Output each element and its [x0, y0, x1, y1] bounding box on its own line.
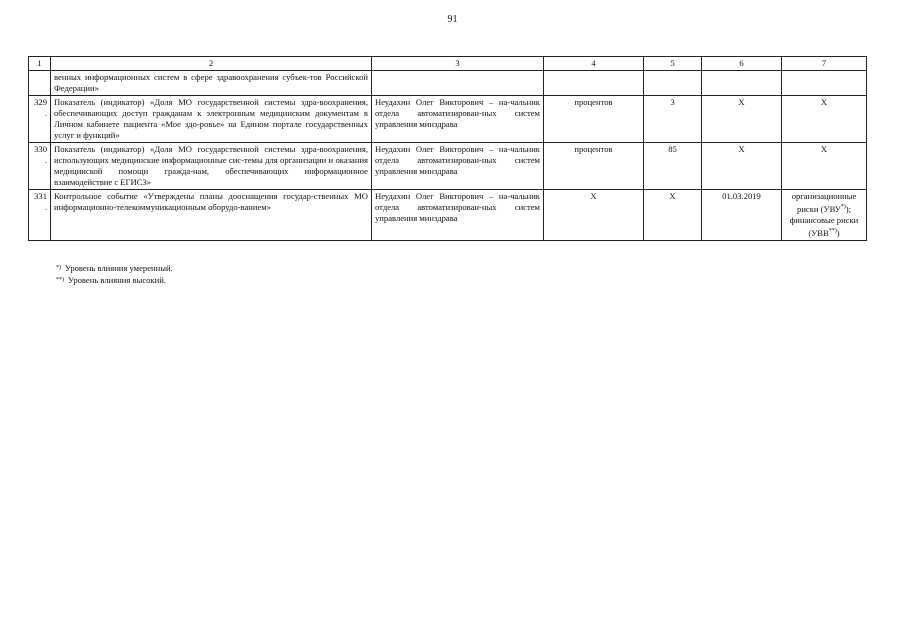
row-responsible	[372, 71, 544, 96]
table-header-row	[29, 57, 867, 71]
table-row	[29, 143, 867, 190]
column-header: 4	[544, 57, 644, 71]
column-header: 5	[644, 57, 702, 71]
table-row	[29, 96, 867, 143]
row-number: 330.	[29, 143, 51, 190]
row-value: 85	[644, 143, 702, 190]
row-responsible: Неудахин Олег Викторович – на-чальник отдела автоматизирован-ных систем управления минздрава	[372, 143, 544, 190]
footnote-text: Уровень влияния умеренный.	[65, 263, 173, 273]
footnotes	[56, 262, 173, 286]
row-responsible: Неудахин Олег Викторович – на-чальник отдела автоматизирован-ных систем управления минздрава	[372, 190, 544, 241]
row-value	[644, 71, 702, 96]
indicators-table	[28, 56, 867, 241]
row-date	[702, 71, 782, 96]
risk-line: организационные	[791, 191, 857, 201]
row-date: Х	[702, 96, 782, 143]
row-risk: Х	[782, 143, 867, 190]
column-header: 2	[51, 57, 372, 71]
row-name: Контрольное событие «Утверждены планы дооснащения государ-ственных МО информационно-телекоммуникационным оборудо-ванием»	[51, 190, 372, 241]
row-unit: Х	[544, 190, 644, 241]
row-number	[29, 71, 51, 96]
row-date: Х	[702, 143, 782, 190]
row-risk	[782, 190, 867, 241]
row-number: 329.	[29, 96, 51, 143]
table-row	[29, 190, 867, 241]
footnote-marker: *)	[56, 265, 61, 271]
table-row-continuation	[29, 71, 867, 96]
column-header: 7	[782, 57, 867, 71]
risk-line: риски (УВУ	[797, 203, 841, 214]
row-risk: Х	[782, 96, 867, 143]
row-unit: процентов	[544, 96, 644, 143]
footnote-text: Уровень влияния высокий.	[68, 275, 166, 285]
row-number: 331.	[29, 190, 51, 241]
risk-line: финансовые риски	[789, 214, 859, 225]
row-name: венных информационных систем в сфере здравоохранения субъек-тов Российской Федерации»	[51, 71, 372, 96]
row-name: Показатель (индикатор) «Доля МО государственной системы здра-воохранения, обеспечивающих доступ гражданам к электронным медицинским документам в Личном кабинете пациента «Мое здо-ровье» на Едином портале государственных услуг и функций»	[51, 96, 372, 143]
risk-footnote-marker: *)	[840, 204, 846, 210]
row-risk	[782, 71, 867, 96]
risk-line: (УВВ	[808, 227, 829, 238]
row-date: 01.03.2019	[702, 190, 782, 241]
row-value: Х	[644, 190, 702, 241]
column-header: 6	[702, 57, 782, 71]
risk-line-end: )	[836, 227, 840, 238]
row-responsible: Неудахин Олег Викторович – на-чальник отдела автоматизирован-ных систем управления минздрава	[372, 96, 544, 143]
column-header: 1	[29, 57, 51, 71]
row-unit	[544, 71, 644, 96]
page-number: 91	[447, 14, 458, 25]
footnote-marker: **)	[56, 277, 64, 283]
risk-footnote-marker: **)	[828, 227, 837, 234]
risk-line-end: );	[845, 203, 851, 214]
row-name: Показатель (индикатор) «Доля МО государственной системы здра-воохранения, использующих медицинские информационные сис-темы для организации и оказания медицинской помощи гражда-нам, обеспечивающих информационное взаимодействие с ЕГИСЗ»	[51, 143, 372, 190]
row-value: 3	[644, 96, 702, 143]
footnote	[56, 262, 173, 274]
column-header: 3	[372, 57, 544, 71]
row-unit: процентов	[544, 143, 644, 190]
footnote	[56, 274, 173, 286]
